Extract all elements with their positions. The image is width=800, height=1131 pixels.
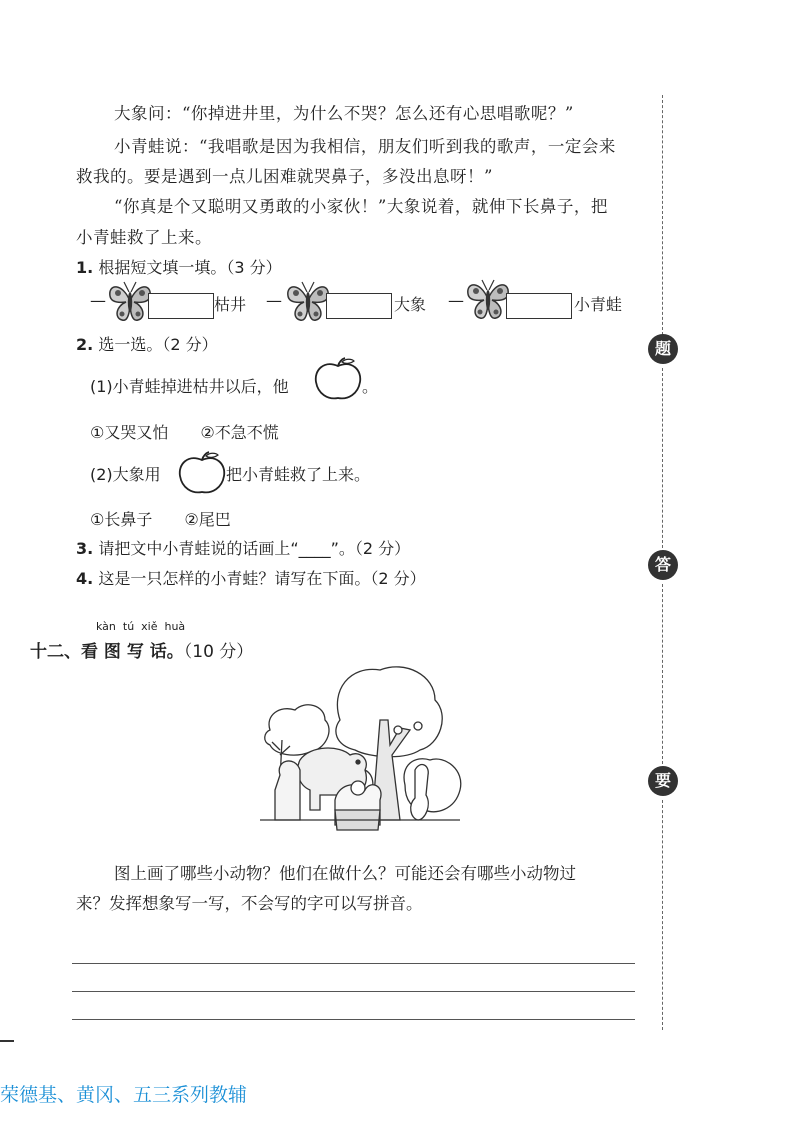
question-2 (76, 332, 218, 355)
story-line: 大象问：“你掉进井里，为什么不哭？怎么还有心思唱歌呢？” (114, 104, 574, 123)
sub-question-end: 把小青蛙救了上来。 (226, 465, 371, 484)
margin-seal-bottom: 要 (648, 766, 678, 796)
pinyin-line: kàn tú xiě huà (96, 620, 186, 633)
dash-mark: — (448, 291, 464, 310)
dash-mark: — (90, 291, 106, 310)
answer-box-1[interactable] (148, 293, 214, 319)
story-line: 小青蛙救了上来。 (76, 228, 212, 247)
story-line: “你真是个又聪明又勇敢的小家伙！”大象说着，就伸下长鼻子，把 (114, 197, 608, 216)
section-score: （10 分） (183, 642, 254, 662)
question-text: 请把文中小青蛙说的话画上“____”。（2 分） (98, 539, 411, 558)
question-text: 这是一只怎样的小青蛙？请写在下面。（2 分） (98, 569, 426, 588)
question-number: 4. (76, 569, 94, 588)
section-number: 十二、 (30, 642, 81, 662)
answer-box-2[interactable] (326, 293, 392, 319)
question-number: 1. (76, 258, 94, 277)
chain-label: 枯井 (214, 295, 247, 314)
apple-answer-icon[interactable] (176, 450, 228, 496)
story-line: 救我的。要是遇到一点儿困难就哭鼻子，多没出息呀！” (76, 167, 493, 186)
question-number: 3. (76, 539, 94, 558)
question-text: 根据短文填一填。（3 分） (98, 258, 282, 277)
chain-label: 小青蛙 (574, 295, 623, 314)
writing-line[interactable] (72, 1019, 635, 1020)
section-title: 看 图 写 话。 (81, 642, 184, 662)
writing-line[interactable] (72, 991, 635, 992)
section-heading (30, 637, 253, 662)
question-4 (76, 566, 426, 589)
margin-seal-middle: 答 (648, 550, 678, 580)
prompt-line-1: 图上画了哪些小动物？他们在做什么？可能还会有哪些小动物过 (114, 864, 576, 883)
scene-illustration (240, 660, 470, 845)
publisher-footer: 荣德基、黄冈、五三系列教辅 (0, 1084, 248, 1106)
writing-line[interactable] (72, 963, 635, 964)
binding-line (662, 95, 663, 335)
options-2: ①长鼻子 ②尾巴 (90, 510, 231, 529)
sub-question-end: 。 (362, 377, 379, 396)
question-3 (76, 536, 410, 559)
chain-label: 大象 (394, 295, 427, 314)
question-text: 选一选。（2 分） (98, 335, 218, 354)
answer-box-3[interactable] (506, 293, 572, 319)
story-line: 小青蛙说：“我唱歌是因为我相信，朋友们听到我的歌声，一定会来 (114, 137, 616, 156)
prompt-line-2: 来？发挥想象写一写，不会写的字可以写拼音。 (76, 894, 423, 913)
apple-answer-icon[interactable] (312, 356, 364, 402)
corner-mark (0, 1040, 14, 1042)
sub-question-1: (1)小青蛙掉进枯井以后，他 (90, 377, 289, 396)
binding-line (662, 368, 663, 548)
binding-line (662, 584, 663, 764)
binding-line (662, 800, 663, 1030)
question-number: 2. (76, 335, 94, 354)
question-1 (76, 255, 282, 278)
dash-mark: — (266, 291, 282, 310)
margin-seal-top: 题 (648, 334, 678, 364)
sub-question-2: (2)大象用 (90, 465, 161, 484)
options-1: ①又哭又怕 ②不急不慌 (90, 423, 279, 442)
